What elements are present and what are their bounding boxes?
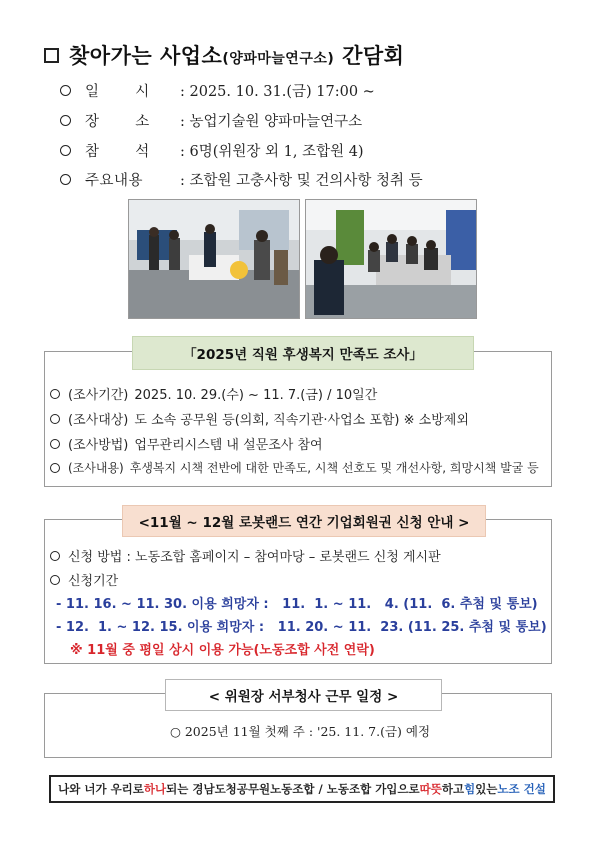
survey-item-tag: (조사대상) — [68, 413, 129, 428]
robotland-period-label — [50, 570, 118, 589]
robotland-method-text: 신청 방법 : 노동조합 홈페이지 – 참여마당 – 로봇랜드 신청 게시판 — [68, 550, 441, 565]
circle-bullet-icon — [50, 439, 60, 449]
slogan-part: 있는 — [475, 782, 498, 796]
info-value: : 농업기술원 양파마늘연구소 — [180, 114, 363, 130]
survey-banner: 「2025년 직원 후생복지 만족도 조사」 — [132, 336, 474, 370]
slogan-part: 하고 — [441, 782, 465, 796]
circle-bullet-icon — [50, 414, 60, 424]
union-slogan — [49, 775, 555, 803]
info-row-content — [60, 169, 423, 190]
schedule-banner: < 위원장 서부청사 근무 일정 > — [165, 679, 442, 711]
info-row-attendees — [60, 140, 364, 161]
page-title — [69, 40, 404, 70]
meeting-photo-right — [305, 199, 477, 319]
slogan-part: 나와 너가 우리로 — [58, 782, 144, 796]
info-value: : 2025. 10. 31.(금) 17:00 ~ — [180, 84, 375, 100]
survey-item — [50, 384, 377, 403]
title-end: 간담회 — [342, 44, 405, 68]
meeting-photo-left — [128, 199, 300, 319]
circle-bullet-icon — [60, 85, 71, 96]
circle-bullet-icon — [50, 551, 60, 561]
section-title — [44, 40, 404, 70]
circle-bullet-icon — [50, 575, 60, 585]
schedule-text: ○ 2025년 11월 첫째 주 : '25. 11. 7.(금) 예정 — [169, 724, 431, 739]
slogan-part: 되는 경남도청공무원노동조합 / 노동조합 가입으로 — [166, 782, 420, 796]
info-label: 장 소 — [85, 114, 150, 130]
circle-bullet-icon — [50, 389, 60, 399]
title-main: 찾아가는 사업소 — [69, 44, 223, 68]
slogan-highlight: 힘 — [464, 782, 476, 796]
robotland-note: ※ 11월 중 평일 상시 이용 가능(노동조합 사전 연락) — [70, 643, 375, 658]
info-label: 참 석 — [85, 144, 150, 160]
robotland-period-2: - 12. 1. ~ 12. 15. 이용 희망자 : 11. 20. ~ 11. 23. (11. 25. 추첨 및 통보) — [56, 620, 547, 635]
circle-bullet-icon — [60, 174, 71, 185]
robotland-period-1: - 11. 16. ~ 11. 30. 이용 희망자 : 11. 1. ~ 11. 4. (11. 6. 추첨 및 통보) — [56, 597, 538, 612]
survey-item — [50, 409, 469, 428]
slogan-highlight: 하나 — [143, 782, 167, 796]
survey-item-text: 도 소속 공무원 등(의회, 직속기관·사업소 포함) ※ 소방제외 — [134, 413, 469, 428]
survey-item-tag: (조사방법) — [68, 438, 129, 453]
info-label: 일 시 — [85, 84, 150, 100]
info-label: 주요내용 — [85, 173, 144, 189]
checkbox-icon — [44, 48, 59, 63]
info-row-place — [60, 110, 362, 131]
circle-bullet-icon — [60, 145, 71, 156]
info-value: : 6명(위원장 외 1, 조합원 4) — [180, 144, 364, 160]
robotland-period-label-text: 신청기간 — [68, 574, 119, 589]
survey-item-tag: (조사기간) — [68, 388, 129, 403]
info-row-date — [60, 80, 375, 101]
circle-bullet-icon — [50, 463, 60, 473]
survey-item — [50, 459, 539, 476]
survey-item-text: 업무관리시스템 내 설문조사 참여 — [134, 438, 323, 453]
title-sub: (양파마늘연구소) — [222, 51, 335, 67]
survey-item-text: 후생복지 시책 전반에 대한 만족도, 시책 선호도 및 개선사항, 희망시책 발굴 등 — [129, 461, 539, 475]
survey-item-tag: (조사내용) — [68, 461, 124, 475]
slogan-highlight: 노조 건설 — [497, 782, 546, 796]
circle-bullet-icon — [60, 115, 71, 126]
slogan-highlight: 따뜻 — [419, 782, 442, 796]
survey-item-text: 2025. 10. 29.(수) ~ 11. 7.(금) / 10일간 — [134, 388, 378, 403]
robotland-method — [50, 546, 441, 565]
info-value: : 조합원 고충사항 및 건의사항 청취 등 — [180, 173, 423, 189]
survey-item — [50, 434, 323, 453]
robotland-banner: <11월 ~ 12월 로봇랜드 연간 기업회원권 신청 안내 > — [122, 505, 486, 537]
